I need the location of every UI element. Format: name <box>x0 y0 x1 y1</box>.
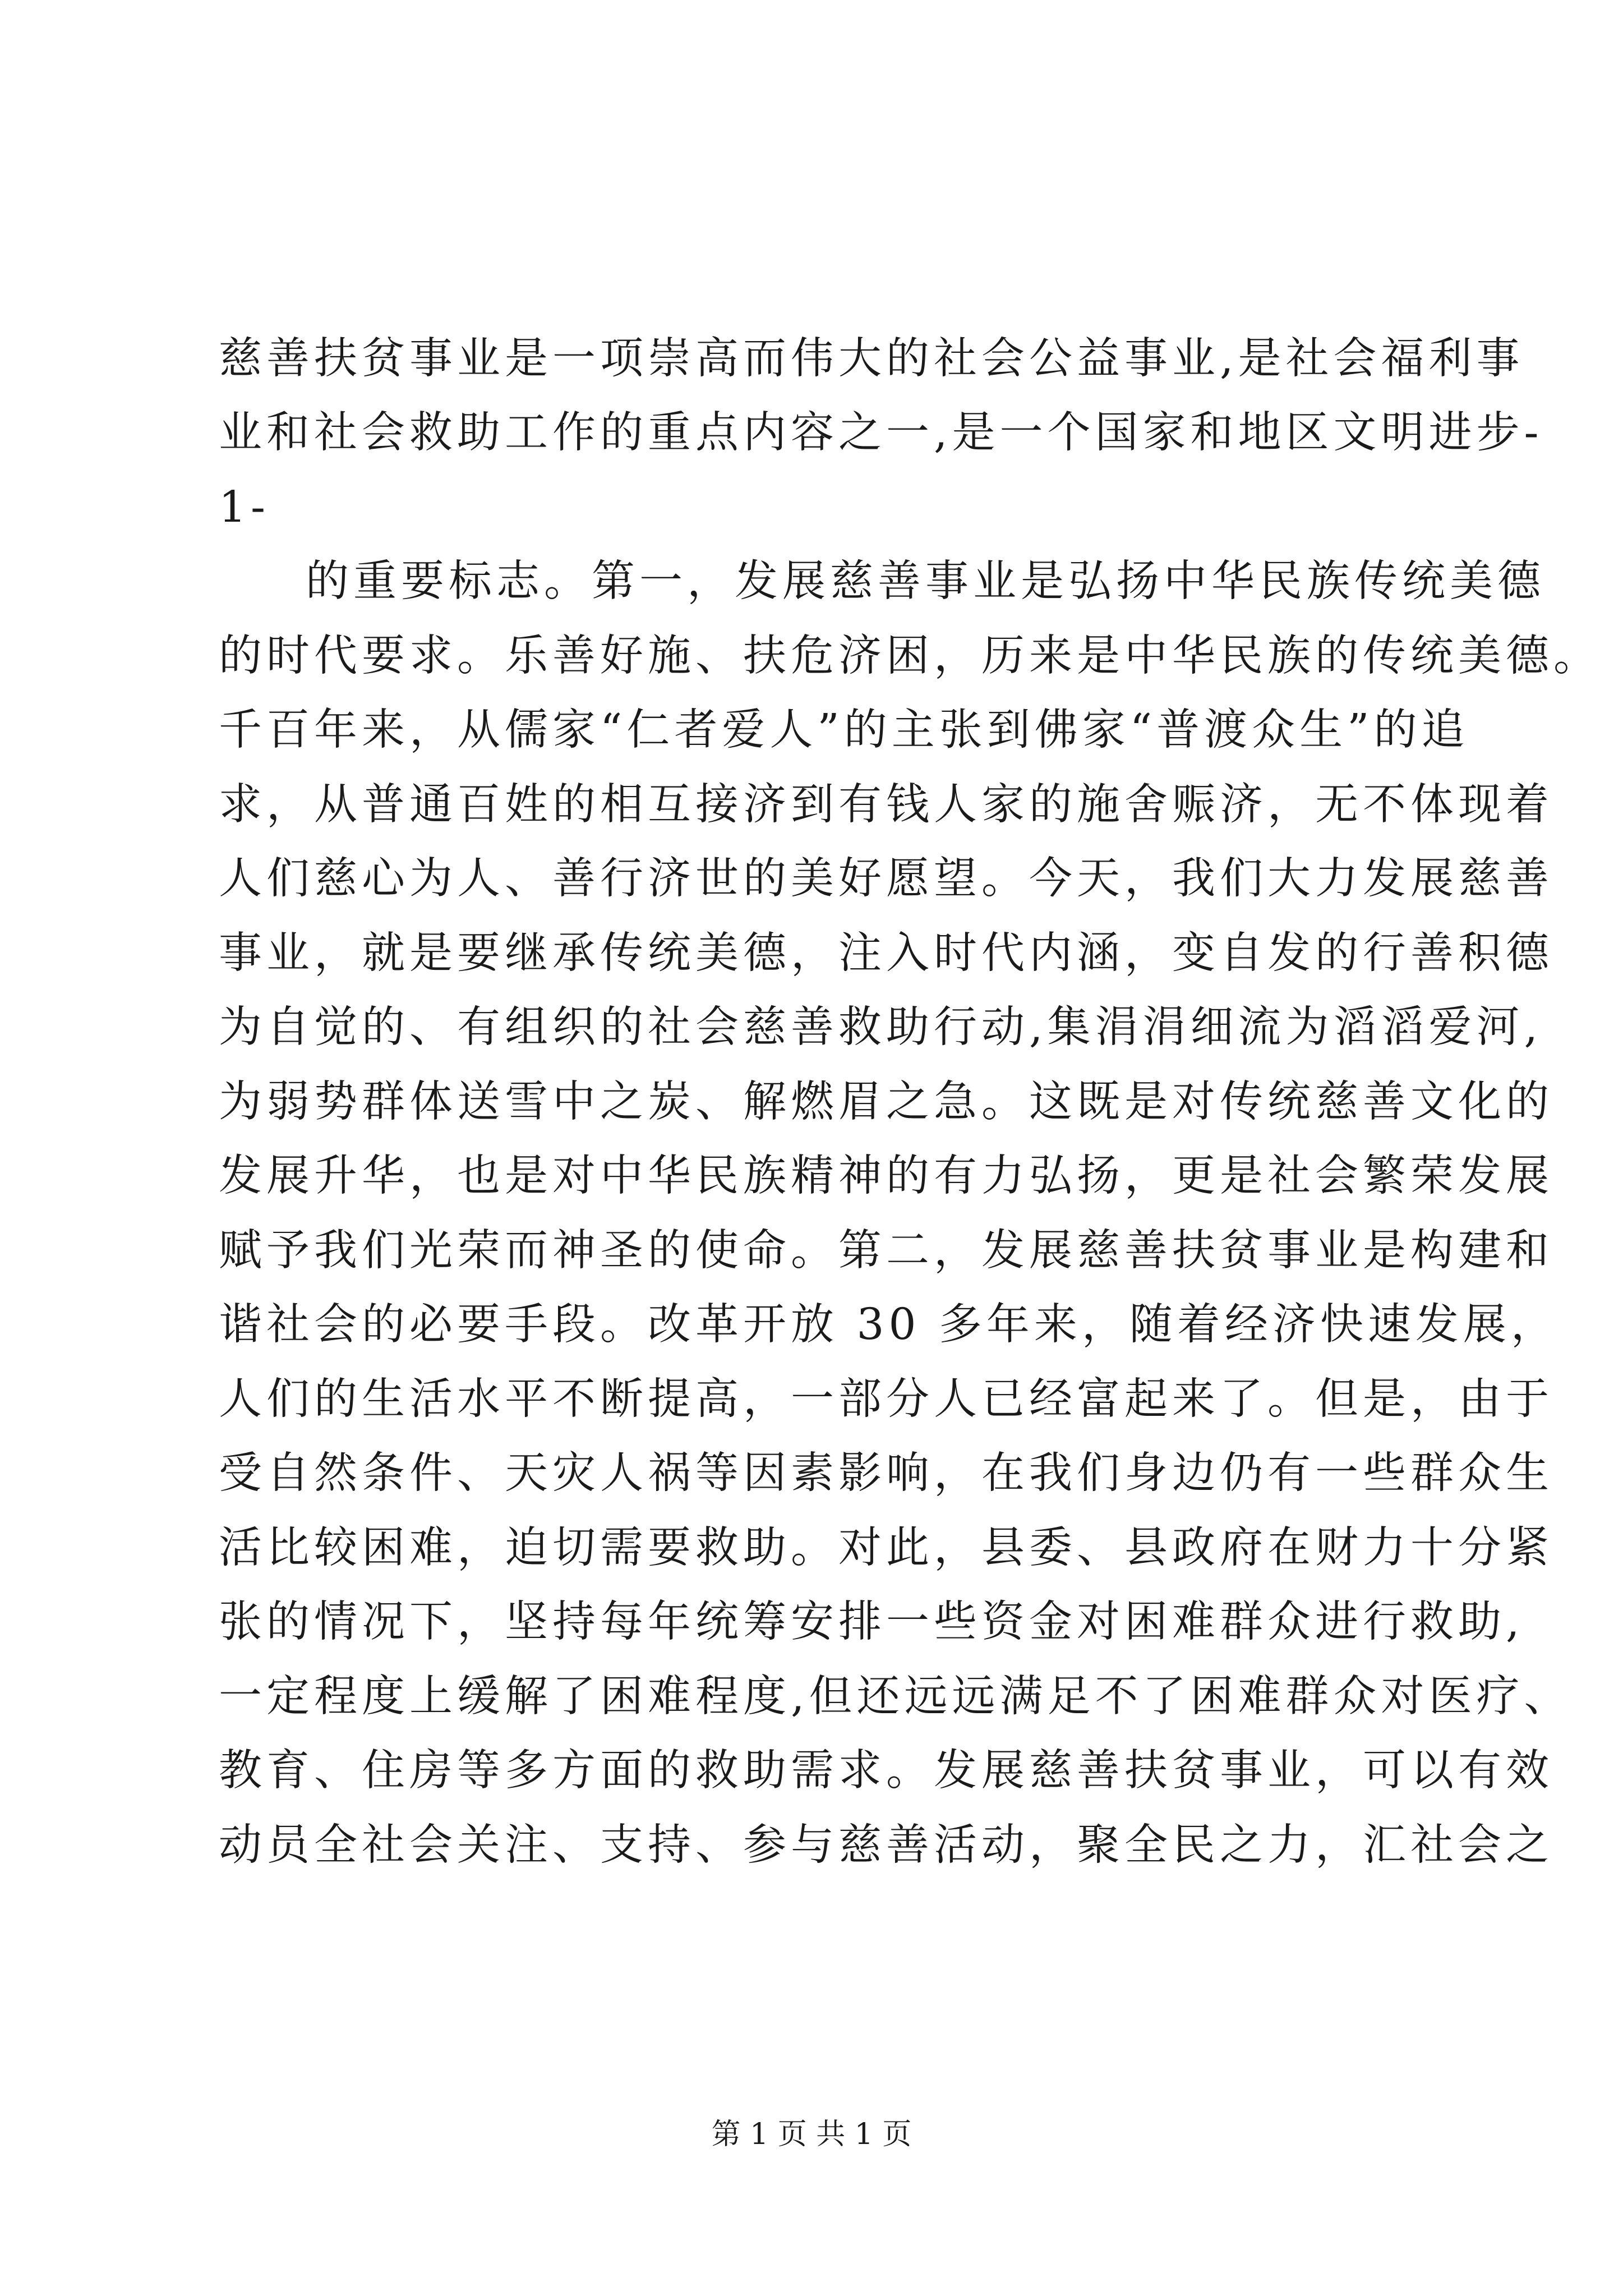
body-text-line: 赋予我们光荣而神圣的使命。第二，发展慈善扶贫事业是构建和 <box>219 1226 1553 1276</box>
body-text-line: 人们慈心为人、善行济世的美好愿望。今天，我们大力发展慈善 <box>219 854 1553 904</box>
body-text-line: 业和社会救助工作的重点内容之一,是一个国家和地区文明进步- <box>219 408 1543 458</box>
body-text-line: 求，从普通百姓的相互接济到有钱人家的施舍赈济，无不体现着 <box>219 780 1553 830</box>
body-text-line: 教育、住房等多方面的救助需求。发展慈善扶贫事业，可以有效 <box>219 1746 1553 1796</box>
body-text-line: 1- <box>219 482 270 532</box>
body-text-line: 受自然条件、天灾人祸等因素影响，在我们身边仍有一些群众生 <box>219 1448 1553 1498</box>
body-text-line: 千百年来，从儒家“仁者爱人”的主张到佛家“普渡众生”的追 <box>219 705 1469 755</box>
body-text-line: 一定程度上缓解了困难程度,但还远远满足不了困难群众对医疗、 <box>219 1672 1572 1722</box>
body-text-line: 人们的生活水平不断提高，一部分人已经富起来了。但是，由于 <box>219 1374 1553 1424</box>
body-text-line: 发展升华，也是对中华民族精神的有力弘扬，更是社会繁荣发展 <box>219 1151 1553 1201</box>
body-text-line: 为弱势群体送雪中之炭、解燃眉之急。这既是对传统慈善文化的 <box>219 1077 1553 1127</box>
body-text-line: 张的情况下，坚持每年统筹安排一些资金对困难群众进行救助, <box>219 1597 1524 1647</box>
body-text-line: 的重要标志。第一，发展慈善事业是弘扬中华民族传统美德 <box>306 556 1545 606</box>
body-text-line: 活比较困难，迫切需要救助。对此，县委、县政府在财力十分紧 <box>219 1523 1553 1573</box>
body-text-line: 慈善扶贫事业是一项崇高而伟大的社会公益事业,是社会福利事 <box>219 334 1524 384</box>
body-text-line: 动员全社会关注、支持、参与慈善活动，聚全民之力，汇社会之 <box>219 1820 1553 1870</box>
body-text-line: 的时代要求。乐善好施、扶危济困，历来是中华民族的传统美德。 <box>219 631 1601 681</box>
body-text-line: 事业，就是要继承传统美德，注入时代内涵，变自发的行善积德 <box>219 928 1553 978</box>
body-text-line: 为自觉的、有组织的社会慈善救助行动,集涓涓细流为滔滔爱河, <box>219 1002 1542 1052</box>
body-text-line: 谐社会的必要手段。改革开放 30 多年来，随着经济快速发展， <box>219 1300 1559 1350</box>
page-number-footer: 第 1 页 共 1 页 <box>711 2118 912 2151</box>
